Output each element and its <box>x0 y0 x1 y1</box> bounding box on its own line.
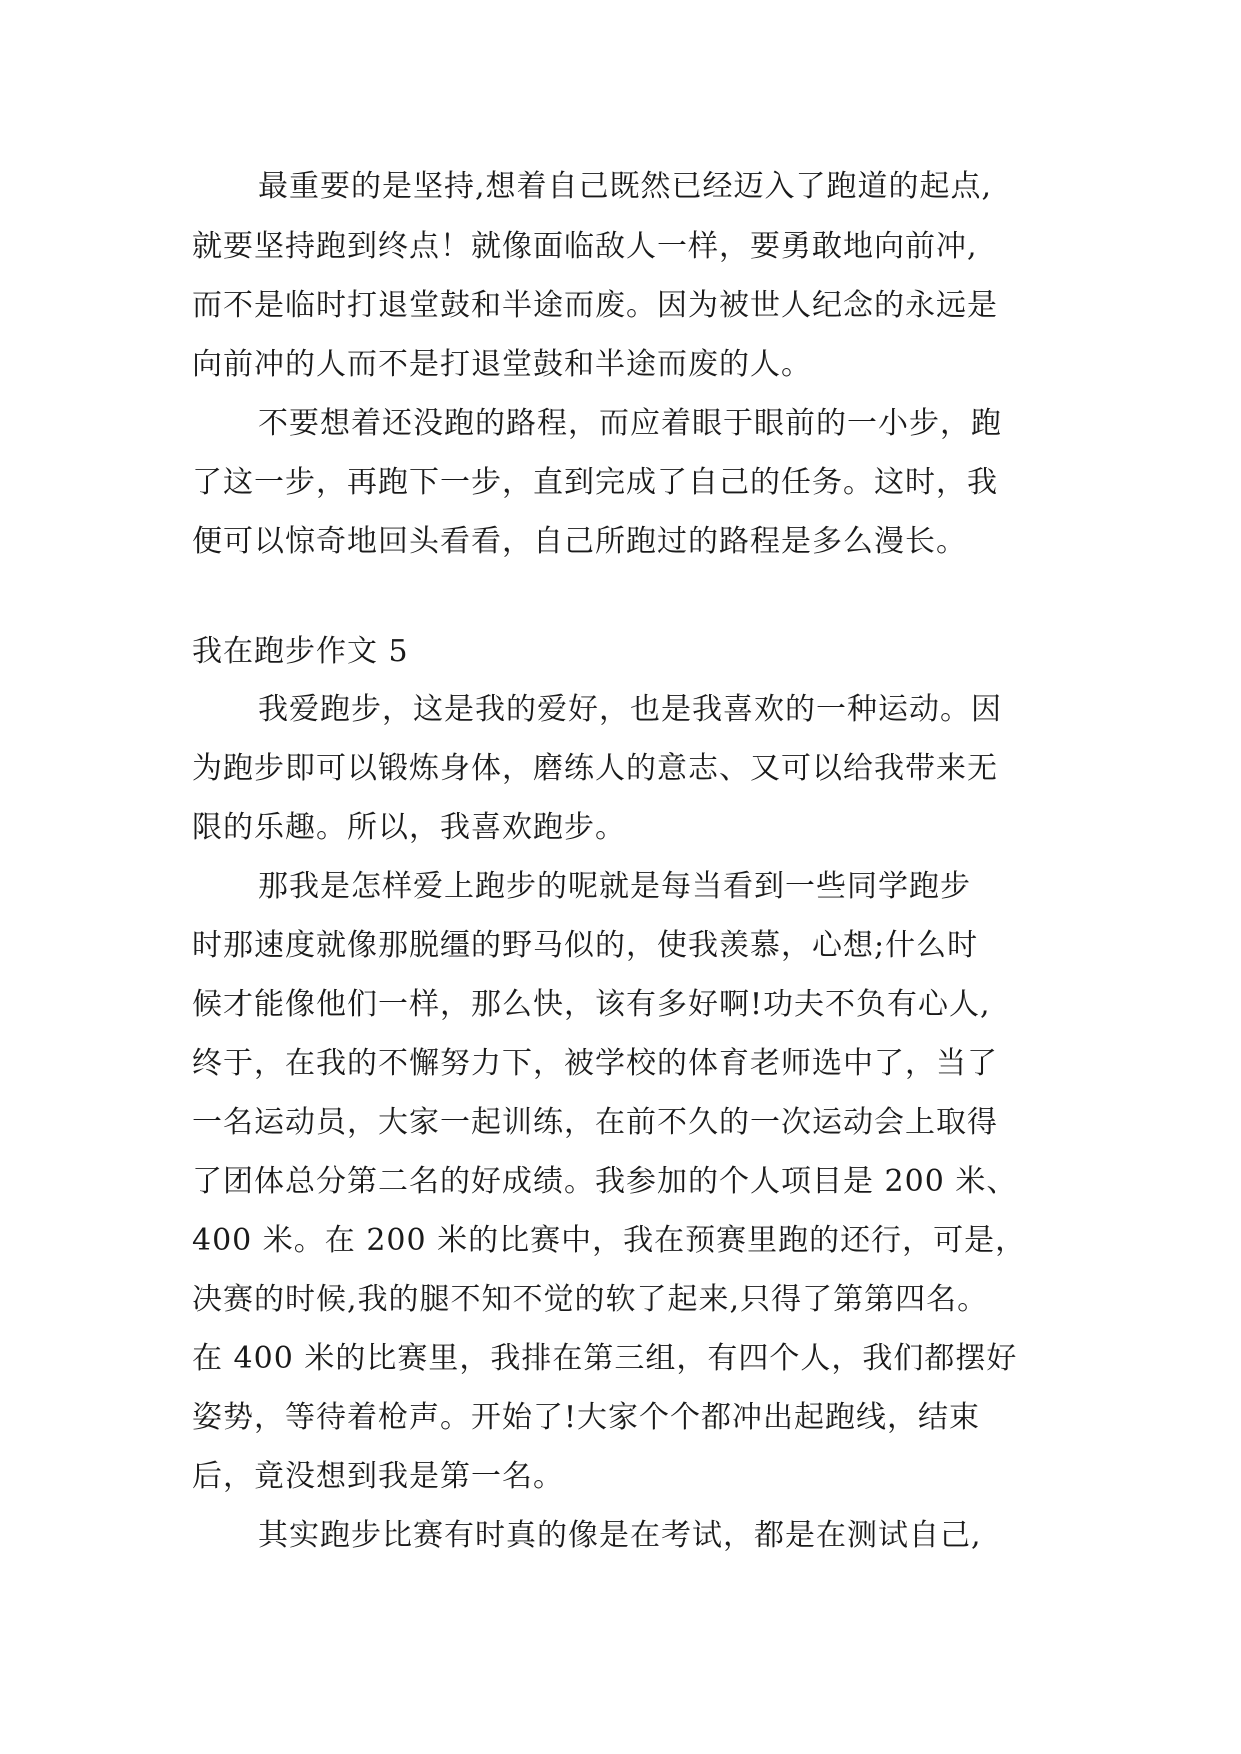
paragraph-line: 在 400 米的比赛里，我排在第三组，有四个人，我们都摆好 <box>192 1341 1018 1376</box>
paragraph-line: 了团体总分第二名的好成绩。我参加的个人项目是 200 米、 <box>192 1164 1018 1199</box>
paragraph-line: 而不是临时打退堂鼓和半途而废。因为被世人纪念的永远是 <box>192 288 998 323</box>
paragraph-line: 时那速度就像那脱缰的野马似的，使我羡慕，心想;什么时 <box>192 928 979 963</box>
paragraph-line: 终于，在我的不懈努力下，被学校的体育老师选中了，当了 <box>192 1046 998 1081</box>
section-title: 我在跑步作文 5 <box>192 634 409 669</box>
paragraph-line: 姿势，等待着枪声。开始了!大家个个都冲出起跑线，结束 <box>192 1400 981 1435</box>
paragraph-line: 后，竟没想到我是第一名。 <box>192 1459 564 1494</box>
paragraph-line: 我爱跑步，这是我的爱好，也是我喜欢的一种运动。因 <box>258 692 1002 727</box>
paragraph-line: 便可以惊奇地回头看看，自己所跑过的路程是多么漫长。 <box>192 524 967 559</box>
paragraph-line: 了这一步，再跑下一步，直到完成了自己的任务。这时，我 <box>192 465 998 500</box>
paragraph-line: 最重要的是坚持,想着自己既然已经迈入了跑道的起点, <box>258 169 993 204</box>
paragraph-line: 为跑步即可以锻炼身体，磨练人的意志、又可以给我带来无 <box>192 751 998 786</box>
paragraph-line: 限的乐趣。所以，我喜欢跑步。 <box>192 810 626 845</box>
paragraph-line: 向前冲的人而不是打退堂鼓和半途而废的人。 <box>192 347 812 382</box>
paragraph-line: 一名运动员，大家一起训练，在前不久的一次运动会上取得 <box>192 1105 998 1140</box>
paragraph-line: 候才能像他们一样，那么快，该有多好啊!功夫不负有心人, <box>192 987 991 1022</box>
paragraph-line: 就要坚持跑到终点！就像面临敌人一样，要勇敢地向前冲, <box>192 229 978 264</box>
paragraph-line: 其实跑步比赛有时真的像是在考试，都是在测试自己, <box>258 1518 982 1553</box>
paragraph-line: 不要想着还没跑的路程，而应着眼于眼前的一小步，跑 <box>258 406 1002 441</box>
paragraph-line: 那我是怎样爱上跑步的呢就是每当看到一些同学跑步 <box>258 869 971 904</box>
paragraph-line: 决赛的时候,我的腿不知不觉的软了起来,只得了第第四名。 <box>192 1282 989 1317</box>
paragraph-line: 400 米。在 200 米的比赛中，我在预赛里跑的还行，可是， <box>192 1223 1027 1258</box>
